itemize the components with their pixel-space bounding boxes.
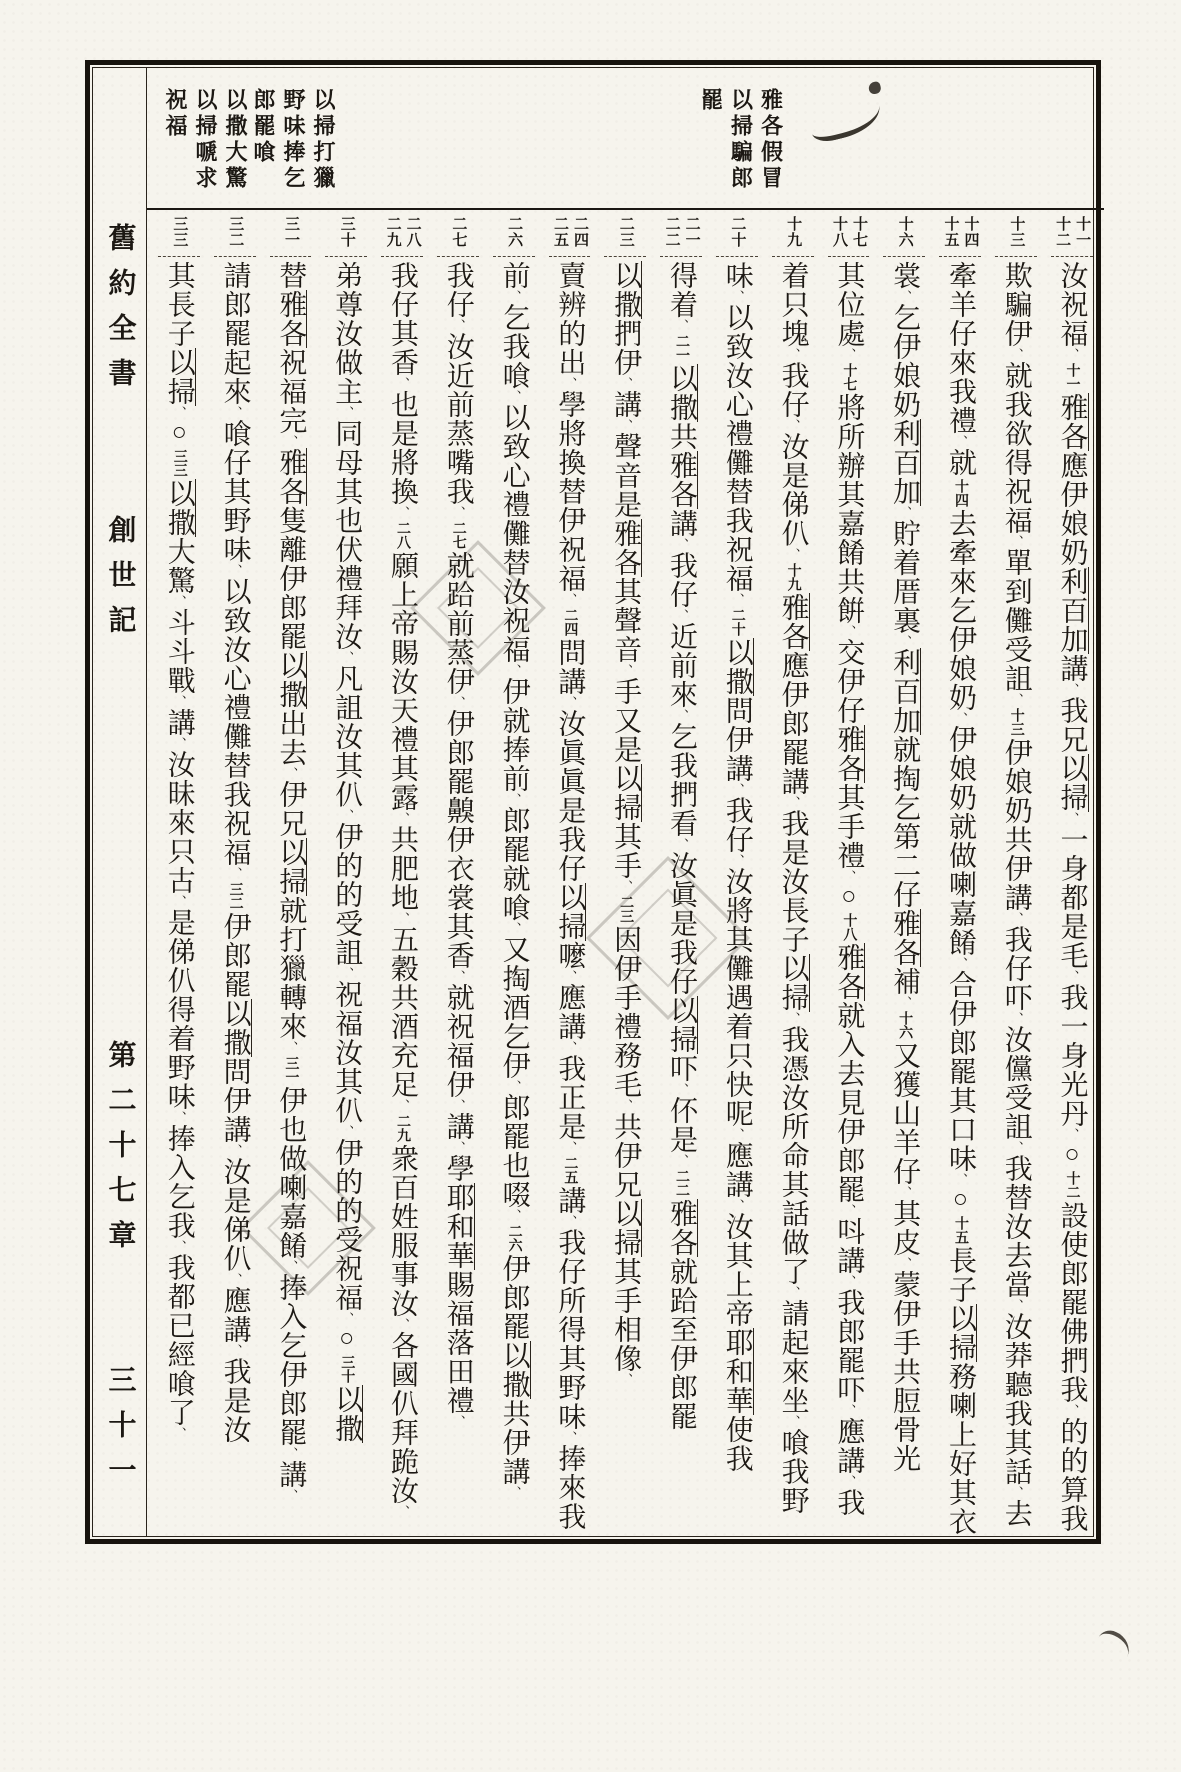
verse-number-header xyxy=(437,210,479,257)
verse-number: 二八 xyxy=(404,216,421,248)
proper-name: 以掃 xyxy=(275,838,307,896)
page-frame-inner xyxy=(92,67,1094,1537)
verse-text: 其位處、十七將所辦其嘉餚共餠、交伊仔雅各其手禮、○十八雅各就入去見伊郎罷、呌講、我郎罷吓、應講、我 xyxy=(833,261,865,1517)
verse-text: 得着、二一以撒共雅各講、我仔、近前來、乞我捫看、汝眞是我仔以掃吓、伓是、二二雅各就跲至伊郎罷 xyxy=(665,261,697,1431)
verse-number-header xyxy=(493,210,535,257)
margin-note-line: 雅各假冒 xyxy=(758,88,784,192)
verse-separator-circle: ○ xyxy=(165,419,193,447)
verse-text: 前、乞我喰、以致心禮儺替汝祝福、伊就捧前、郎罷就喰、又掏酒乞伊、郎罷也啜、二六伊郎罷以撒共伊講、 xyxy=(498,261,530,1499)
inline-verse-number: 十五 xyxy=(952,1216,968,1244)
proper-name: 雅各 xyxy=(889,909,921,967)
verse-number: 三十 xyxy=(338,216,355,248)
text-column-15 xyxy=(263,210,319,1536)
proper-name: 以掃 xyxy=(944,1304,976,1362)
proper-name: 雅各 xyxy=(610,519,642,577)
text-column-14 xyxy=(318,210,374,1536)
inline-verse-number: 二一 xyxy=(673,334,689,362)
proper-name: 以掃 xyxy=(1056,754,1088,812)
verse-text: 味、以致汝心禮儺替我祝福、二十以撒問伊講、我仔、汝將其儺遇着只快呢、應講、汝其上帝耶和華使我 xyxy=(721,261,753,1473)
proper-name: 利百加 xyxy=(889,648,921,735)
inline-verse-number: 三一 xyxy=(283,1056,299,1084)
verse-number: 十九 xyxy=(785,216,802,248)
verse-text: 牽羊仔來我禮、就十四去牽來乞伊娘奶、伊娘奶就做喇嘉餚、合伊郎罷其口味、○十五長子以掃務喇上好其衣 xyxy=(944,261,976,1536)
verse-number: 十五 xyxy=(942,216,959,248)
verse-text: 賣辨的出、學將換替伊祝福、二四問講、汝眞眞是我仔以掃嚒、應講、我正是、二五講、我仔所得其野味、捧來我 xyxy=(554,261,586,1531)
margin-note-line: 郎罷喰 xyxy=(251,88,276,166)
proper-name: 以撒 xyxy=(331,1385,363,1443)
verse-text: 弟尊汝做主、同母其也伏禮拜汝、凡詛汝其仈、伊的的受詛、祝福汝其仈、伊的的受祝福、○三十以撒 xyxy=(331,261,363,1443)
verse-number: 二一 xyxy=(683,216,700,248)
margin-notes xyxy=(147,68,1104,208)
verse-separator-circle: ○ xyxy=(333,1325,361,1353)
margin-note-line: 以撒大驚 xyxy=(223,88,248,192)
inline-verse-number: 十四 xyxy=(952,479,968,507)
section-title: 創世記 xyxy=(104,515,136,650)
proper-name: 以掃 xyxy=(610,764,642,822)
verse-text: 汝祝福、十一雅各應伊娘奶利百加講、我兄以掃、一身都是毛、我一身光丹、○十二設使郎罷佛捫我、的的算我 xyxy=(1056,261,1088,1533)
verse-number: 二九 xyxy=(384,216,401,248)
verse-number-header xyxy=(270,210,312,257)
note-jacob-deceives-father xyxy=(697,88,786,192)
text-columns xyxy=(147,208,1104,1536)
text-column-8 xyxy=(653,210,709,1536)
book-title: 舊約全書 xyxy=(104,223,136,403)
proper-name: 雅各 xyxy=(833,943,865,1001)
verse-number: 十一 xyxy=(1074,216,1091,248)
verse-separator-circle: ○ xyxy=(1058,1141,1086,1169)
verse-number-header xyxy=(716,210,758,257)
margin-note-line: 祝福 xyxy=(163,88,188,140)
text-column-7 xyxy=(709,210,765,1536)
inline-verse-number: 二九 xyxy=(394,1114,410,1142)
text-column-1 xyxy=(1044,210,1100,1536)
proper-name: 以撒 xyxy=(498,1341,530,1399)
text-region xyxy=(147,68,1104,1536)
verse-separator-circle: ○ xyxy=(946,1186,974,1214)
proper-name: 雅各 xyxy=(275,290,307,348)
proper-name: 雅各 xyxy=(833,725,865,783)
verse-number-header xyxy=(883,210,925,257)
proper-name: 以撒 xyxy=(665,364,697,422)
proper-name: 以撒 xyxy=(163,479,195,537)
inline-verse-number: 二二 xyxy=(673,1169,689,1197)
margin-note-line: 野味捧乞 xyxy=(281,88,306,192)
margin-note-line: 以掃打獵 xyxy=(311,88,336,192)
text-column-12 xyxy=(430,210,486,1536)
verse-number-header xyxy=(995,210,1037,257)
proper-name: 雅各 xyxy=(665,451,697,509)
text-column-5 xyxy=(821,210,877,1536)
verse-separator-circle: ○ xyxy=(835,883,863,911)
verse-number: 十二 xyxy=(1054,216,1071,248)
verse-number: 二二 xyxy=(663,216,680,248)
verse-number: 二三 xyxy=(617,216,634,248)
title-column xyxy=(93,68,147,1536)
inline-verse-number: 十二 xyxy=(1064,1171,1080,1199)
verse-text: 其長子以掃、○三三以撒大驚、斗斗戰、講、汝昧來只古、是俤仈得着野味、捧入乞我、我都已經喰了、 xyxy=(163,261,195,1440)
proper-name: 以掃 xyxy=(610,1199,642,1257)
proper-name: 以撒 xyxy=(275,651,307,709)
inline-verse-number: 二三 xyxy=(618,895,634,923)
inline-verse-number: 十三 xyxy=(1008,708,1024,736)
note-esau-brings-game xyxy=(249,88,338,192)
verse-number-header xyxy=(1051,210,1093,257)
proper-name: 雅各 xyxy=(275,448,307,506)
inline-verse-number: 三三 xyxy=(171,449,187,477)
text-column-6 xyxy=(765,210,821,1536)
proper-name: 以掃 xyxy=(665,996,697,1054)
verse-text: 請郎罷起來、喰仔其野味、以致汝心禮儺替我祝福、三二伊郎罷以撒問伊講、汝是俤仈、應講、我是汝 xyxy=(219,261,251,1444)
verse-text: 裳、乞伊娘奶利百加、貯着厝裏、利百加就掏乞第二仔雅各補、十六又獲山羊仔、其皮、蒙伊手共脰骨光 xyxy=(889,261,921,1473)
inline-verse-number: 三十 xyxy=(339,1355,355,1383)
proper-name: 以掃 xyxy=(163,348,195,406)
text-column-10 xyxy=(542,210,598,1536)
page-frame xyxy=(85,60,1101,1544)
text-column-17 xyxy=(151,210,207,1536)
text-column-16 xyxy=(207,210,263,1536)
verse-number-header xyxy=(549,210,591,257)
proper-name: 雅各 xyxy=(1056,393,1088,451)
verse-number: 十三 xyxy=(1008,216,1025,248)
proper-name: 耶和華 xyxy=(721,1328,753,1415)
inline-verse-number: 二四 xyxy=(562,608,578,636)
inline-verse-number: 二八 xyxy=(394,521,410,549)
margin-note-line: 以掃嗁求 xyxy=(193,88,218,192)
verse-number-header xyxy=(772,210,814,257)
ink-smudge xyxy=(805,90,884,145)
verse-number-header xyxy=(604,210,646,257)
verse-number: 十四 xyxy=(962,216,979,248)
inline-verse-number: 三二 xyxy=(227,882,243,910)
proper-name: 以撒 xyxy=(721,638,753,696)
verse-number: 三一 xyxy=(282,216,299,248)
inline-verse-number: 十七 xyxy=(841,363,857,391)
proper-name: 以撒 xyxy=(610,261,642,319)
verse-number: 十六 xyxy=(896,216,913,248)
inline-verse-number: 二七 xyxy=(450,521,466,549)
verse-number-header xyxy=(214,210,256,257)
note-isaac-trembles xyxy=(161,88,250,192)
inline-verse-number: 十一 xyxy=(1064,363,1080,391)
verse-number-header xyxy=(939,210,981,257)
proper-name: 利百加 xyxy=(889,419,921,506)
margin-note-line: 以掃騙郎 xyxy=(728,88,754,192)
verse-text: 替雅各祝福完、雅各隻離伊郎罷以撒出去、伊兄以掃就打獵轉來、三一伊也做喇嘉餚、捧入乞伊郎罷、講、 xyxy=(275,261,307,1502)
verse-number: 十八 xyxy=(830,216,847,248)
verse-text: 我仔、汝近前蒸嘴我、二七就跲前蒸伊、伊郎罷齅伊衣裳其香、就祝福伊、講、學耶和華賜福落田禮、 xyxy=(442,261,474,1428)
proper-name: 以撒 xyxy=(219,999,251,1057)
verse-text: 我仔其香、也是將換、二八願上帝賜汝天禮其露、共肥地、五穀共酒充足、二九衆百姓服事汝、各國仈拜跪汝、 xyxy=(386,261,418,1518)
proper-name: 以掃 xyxy=(554,883,586,941)
inline-verse-number: 二十 xyxy=(729,608,745,636)
text-column-4 xyxy=(876,210,932,1536)
text-column-11 xyxy=(486,210,542,1536)
proper-name: 耶和華 xyxy=(442,1183,474,1270)
verse-text: 欺騙伊、就我欲得祝福、單到儺受詛、十三伊娘奶共伊講、我仔吓、汝儻受詛、我替汝去當、汝莽聽我其話、去 xyxy=(1000,261,1032,1528)
proper-name: 雅各 xyxy=(665,1199,697,1257)
ink-smudge xyxy=(1091,1626,1134,1667)
text-column-2 xyxy=(988,210,1044,1536)
proper-name: 利百加 xyxy=(1056,567,1088,654)
inline-verse-number: 二五 xyxy=(562,1156,578,1184)
inline-verse-number: 十六 xyxy=(897,1011,913,1039)
proper-name: 以掃 xyxy=(777,954,809,1012)
margin-note-line: 罷 xyxy=(698,88,724,114)
page-number: 三十一 xyxy=(104,1365,136,1500)
verse-number: 二五 xyxy=(551,216,568,248)
verse-number: 十七 xyxy=(850,216,867,248)
verse-text: 着只塊、我仔、汝是俤仈、十九雅各應伊郎罷講、我是汝長子以掃、我憑汝所命其話做了、請起來坐、喰我野 xyxy=(777,261,809,1515)
verse-number: 二六 xyxy=(506,216,523,248)
verse-number-header xyxy=(660,210,702,257)
verse-number: 二七 xyxy=(450,216,467,248)
verse-number: 二十 xyxy=(729,216,746,248)
proper-name: 雅各 xyxy=(777,593,809,651)
verse-text: 以撒捫伊、講、聲音是雅各其聲音、手又是以掃其手、二三因伊手禮務毛、共伊兄以掃其手相像、 xyxy=(610,261,642,1386)
text-column-3 xyxy=(932,210,988,1536)
verse-number-header xyxy=(381,210,423,257)
verse-number: 二四 xyxy=(571,216,588,248)
verse-number-header xyxy=(325,210,367,257)
text-column-13 xyxy=(374,210,430,1536)
verse-number-header xyxy=(828,210,870,257)
inline-verse-number: 二六 xyxy=(506,1224,522,1252)
verse-number: 三二 xyxy=(227,216,244,248)
inline-verse-number: 十八 xyxy=(841,913,857,941)
verse-number: 三三 xyxy=(171,216,188,248)
inline-verse-number: 十九 xyxy=(785,563,801,591)
chapter-title: 第二十七章 xyxy=(104,1040,136,1265)
text-column-9 xyxy=(597,210,653,1536)
verse-number-header xyxy=(158,210,200,257)
